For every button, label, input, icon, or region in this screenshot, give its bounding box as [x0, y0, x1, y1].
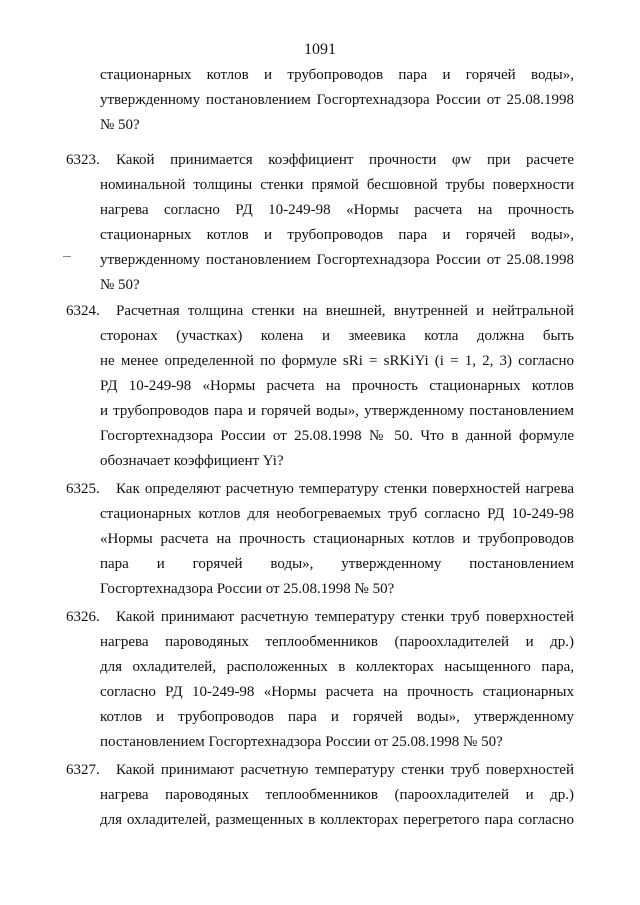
question-line: РД 10-249-98 «Нормы расчета на прочность стационарных котлов: [100, 378, 574, 394]
question-number: 6327.: [66, 762, 100, 778]
page-number: 1091: [304, 41, 336, 58]
question-line: нагрева пароводяных теплообменников (пароохладителей и др.): [100, 787, 574, 803]
intro-line: утвержденному постановлением Госгортехнадзора России от 25.08.1998: [100, 92, 574, 108]
question-number: 6326.: [66, 609, 100, 625]
question-line: нагрева пароводяных теплообменников (пароохладителей и др.): [100, 634, 574, 650]
question-number: 6325.: [66, 481, 100, 497]
question-line: стационарных котлов для необогреваемых труб согласно РД 10-249-98: [100, 506, 574, 522]
question-line: номинальной толщины стенки прямой бесшовной трубы поверхности: [100, 177, 574, 193]
question-line: Как определяют расчетную температуру стенки поверхностей нагрева: [116, 481, 574, 497]
question-line: Какой принимают расчетную температуру стенки труб поверхностей: [116, 609, 574, 625]
question-line: Какой принимают расчетную температуру стенки труб поверхностей: [116, 762, 574, 778]
intro-line: стационарных котлов и трубопроводов пара и горячей воды»,: [100, 67, 574, 83]
question-line: Госгортехнадзора России от 25.08.1998 № 50. Что в данной формуле: [100, 428, 574, 444]
question-line: «Нормы расчета на прочность стационарных котлов и трубопроводов: [100, 531, 574, 547]
question-line: для охладителей, размещенных в коллекторах перегретого пара согласно: [100, 812, 574, 828]
question-number: 6323.: [66, 152, 100, 168]
margin-mark: [63, 256, 71, 257]
question-number: 6324.: [66, 303, 100, 319]
question-line: для охладителей, расположенных в коллекторах насыщенного пара,: [100, 659, 574, 675]
question-line: и трубопроводов пара и горячей воды», утвержденному постановлением: [100, 403, 574, 419]
question-line: Расчетная толщина стенки на внешней, внутренней и нейтральной: [116, 303, 574, 319]
question-line: нагрева согласно РД 10-249-98 «Нормы расчета на прочность: [100, 202, 574, 218]
question-line: № 50?: [100, 277, 140, 293]
question-line: не менее определенной по формуле sRi = sRKiYi (i = 1, 2, 3) согласно: [100, 353, 574, 369]
intro-line: № 50?: [100, 117, 140, 133]
question-line: котлов и трубопроводов пара и горячей воды», утвержденному: [100, 709, 574, 725]
question-line: Какой принимается коэффициент прочности φw при расчете: [116, 152, 574, 168]
question-line: пара и горячей воды», утвержденному постановлением: [100, 556, 574, 572]
question-line: стационарных котлов и трубопроводов пара и горячей воды»,: [100, 227, 574, 243]
question-line: сторонах (участках) колена и змеевика котла должна быть: [100, 328, 574, 344]
question-line: обозначает коэффициент Yi?: [100, 453, 284, 469]
question-line: согласно РД 10-249-98 «Нормы расчета на прочность стационарных: [100, 684, 574, 700]
question-line: Госгортехнадзора России от 25.08.1998 № 50?: [100, 581, 395, 597]
question-line: утвержденному постановлением Госгортехнадзора России от 25.08.1998: [100, 252, 574, 268]
question-line: постановлением Госгортехнадзора России от 25.08.1998 № 50?: [100, 734, 503, 750]
